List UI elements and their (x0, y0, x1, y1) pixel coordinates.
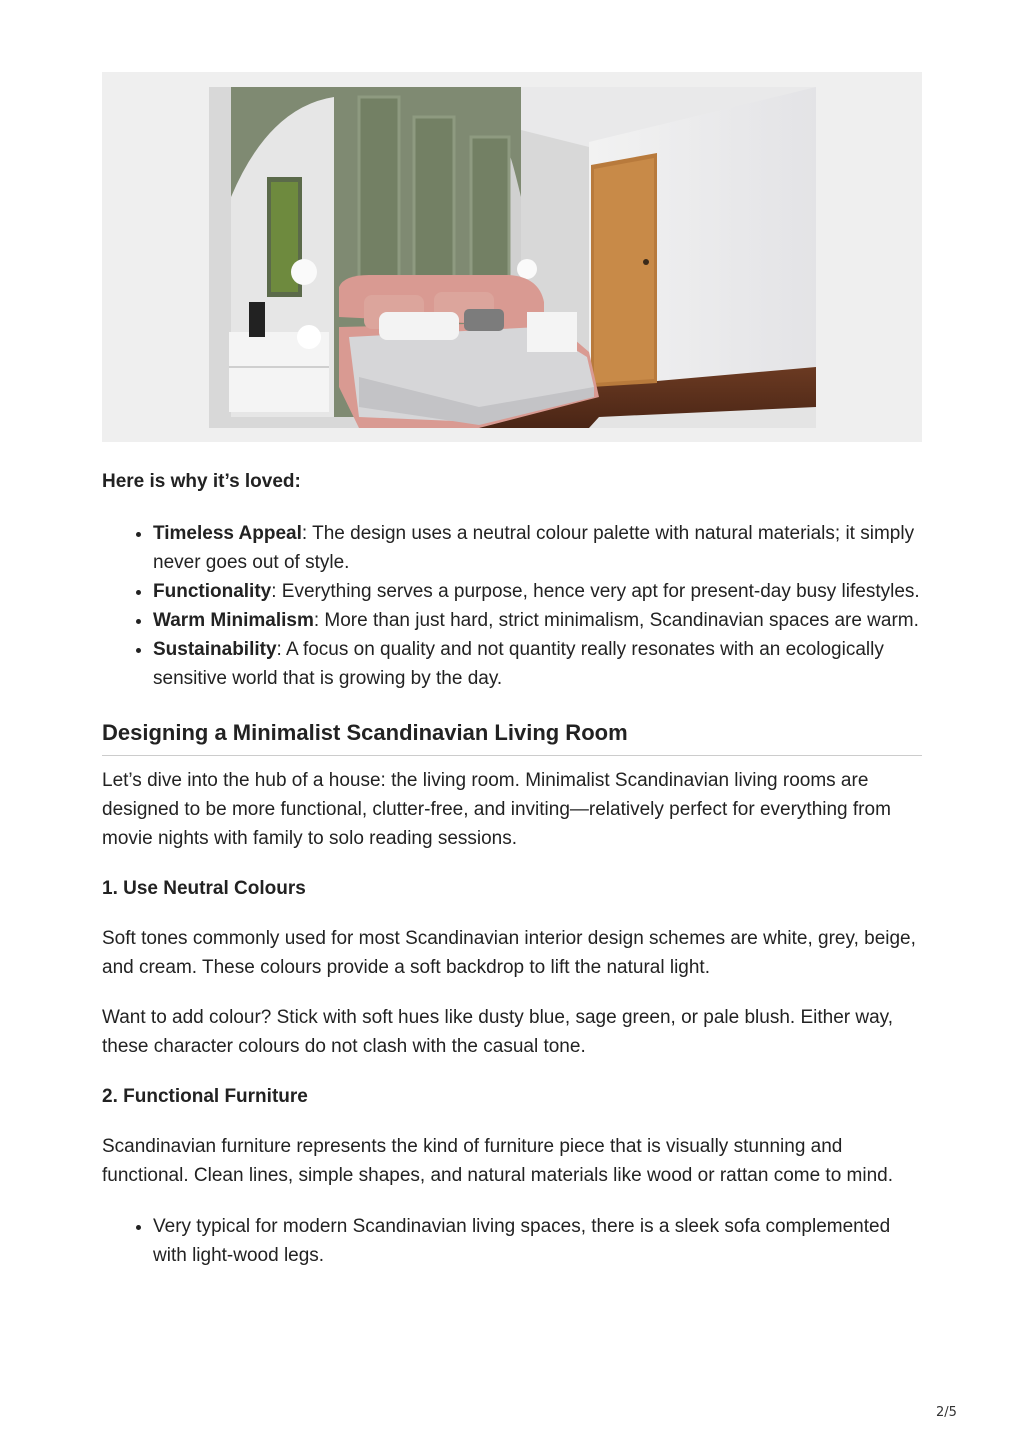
reasons-lead: Here is why it’s loved: (102, 471, 301, 492)
paragraph: Want to add colour? Stick with soft hues like dusty blue, sage green, or pale blush. Either way, these character colours do not clash with the casual tone. (102, 1007, 894, 1057)
reason-term: Sustainability (153, 639, 277, 660)
paragraph: Soft tones commonly used for most Scandinavian interior design schemes are white, grey, beige, and cream. These colours provide a soft backdrop to lift the natural light. (102, 928, 916, 978)
reason-text: : Everything serves a purpose, hence very apt for present-day busy lifestyles. (271, 581, 920, 602)
list-item: • Very typical for modern Scandinavian living spaces, there is a sleek sofa complemented with light-wood legs. (153, 1212, 922, 1270)
reason-text: : The design uses a neutral colour palette with natural materials; it simply never goes out of style. (153, 523, 915, 573)
bedroom-image (209, 87, 816, 428)
reason-term: Functionality (153, 581, 272, 602)
reason-term: Timeless Appeal (153, 523, 302, 544)
list-item (153, 606, 922, 635)
list-item (153, 519, 922, 577)
reason-text: : More than just hard, strict minimalism, Scandinavian spaces are warm. (313, 610, 919, 631)
section-heading: Designing a Minimalist Scandinavian Living Room (102, 719, 922, 756)
subheading-neutral-colours: 1. Use Neutral Colours (102, 878, 306, 899)
bedroom-image-frame (102, 72, 922, 442)
reasons-list (102, 519, 922, 693)
list-item (153, 577, 922, 606)
list-item (153, 635, 922, 693)
subheading-functional-furniture: 2. Functional Furniture (102, 1086, 308, 1107)
article-page (102, 72, 922, 1270)
furniture-list (102, 1212, 922, 1270)
paragraph: Scandinavian furniture represents the kind of furniture piece that is visually stunning and functional. Clean lines, simple shapes, and natural materials like wood or rattan come to mind. (102, 1136, 894, 1186)
section-intro: Let’s dive into the hub of a house: the living room. Minimalist Scandinavian living rooms are designed to be more functional, clutter-free, and inviting—relatively perfect for everything from movie nights with family to solo reading sessions. (102, 770, 891, 849)
reason-text: : A focus on quality and not quantity really resonates with an ecologically sensitive world that is growing by the day. (153, 639, 884, 689)
reason-term: Warm Minimalism (153, 610, 314, 631)
page-number: 2/5 (936, 1405, 957, 1420)
